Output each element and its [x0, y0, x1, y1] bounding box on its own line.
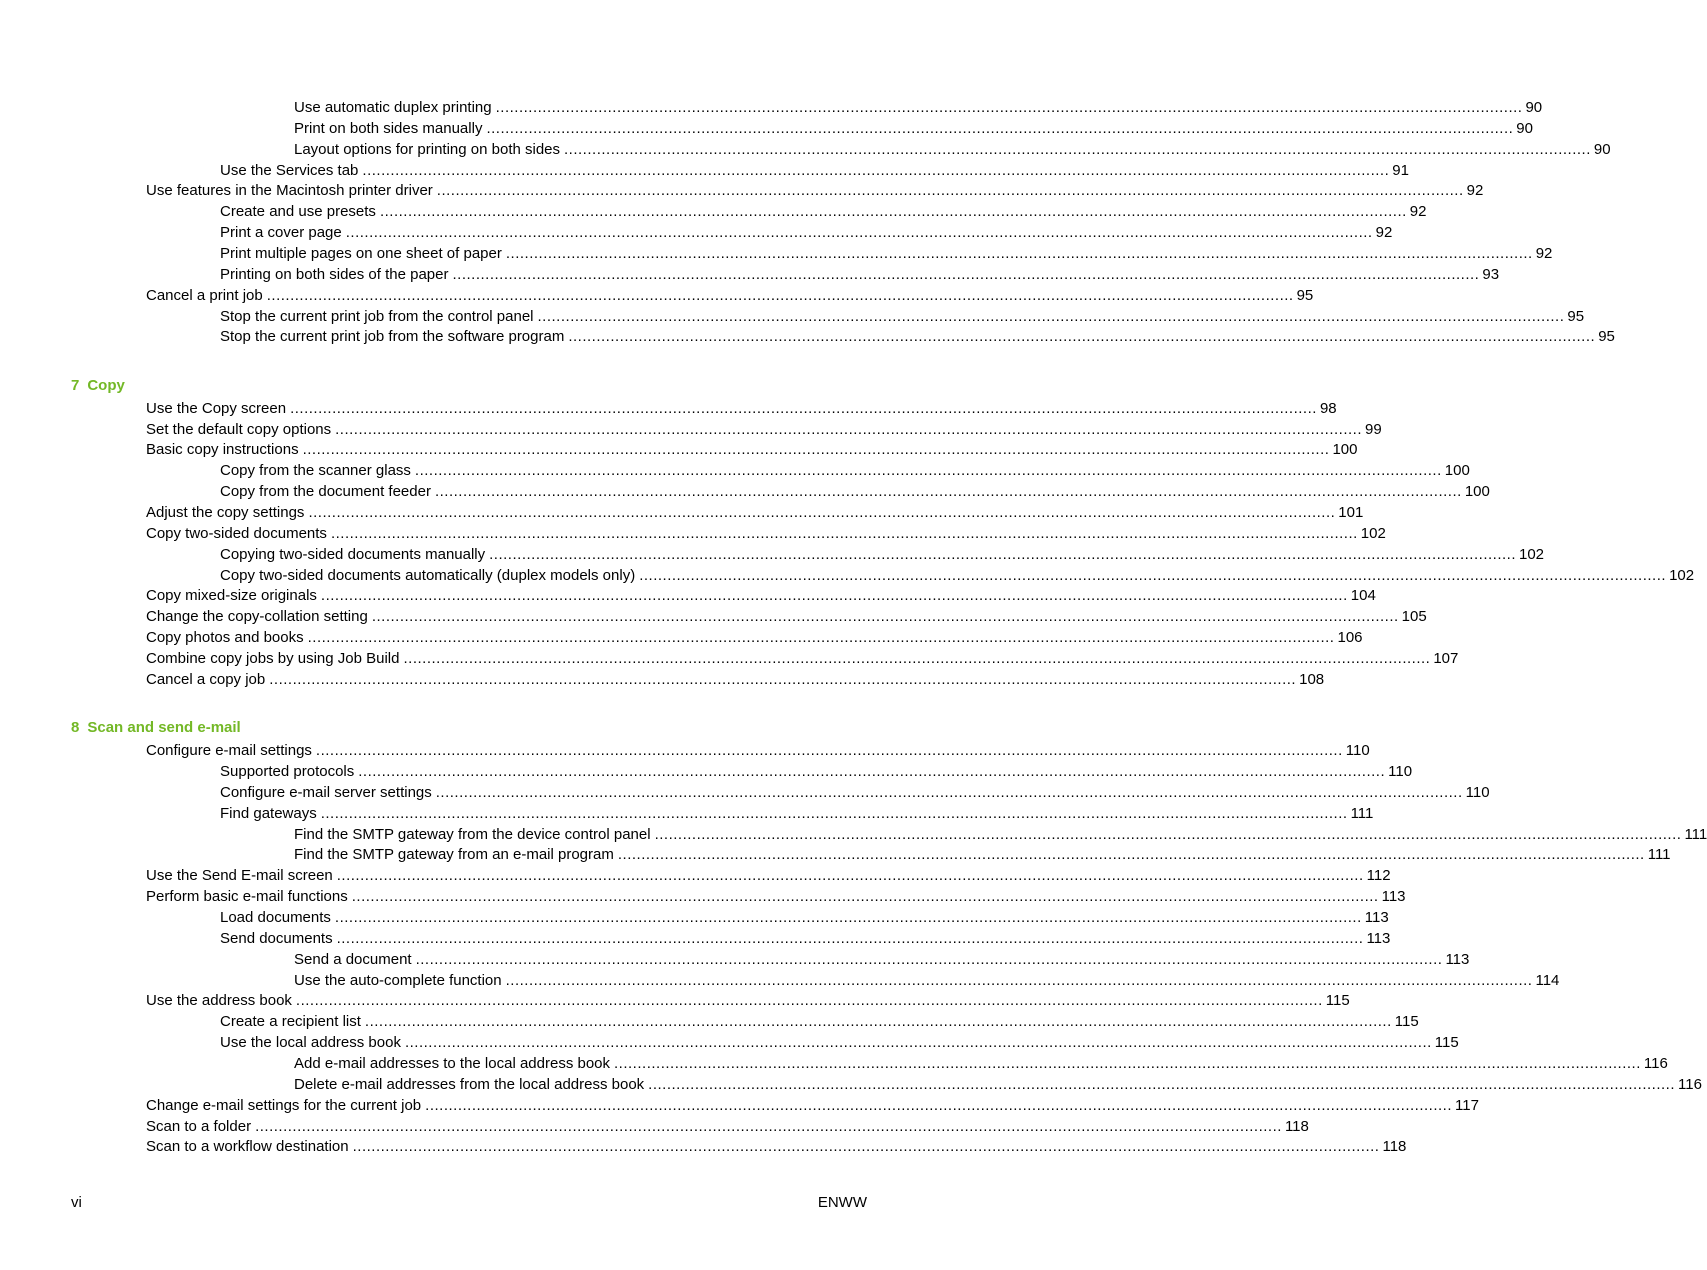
dot-leader: ............................................................................................................................................................................................................................ [415, 950, 1443, 968]
toc-entry[interactable] [146, 585, 1376, 605]
toc-entry-page-number: 107 [1433, 649, 1459, 667]
toc-entry-page-number: 91 [1392, 161, 1409, 179]
chapter-title: Copy [87, 376, 125, 394]
dot-leader: ............................................................................................................................................................................................................................ [302, 441, 1330, 459]
toc-entry-label: Copy photos and books [146, 629, 304, 647]
toc-entry-label: Stop the current print job from the control panel [220, 307, 534, 325]
toc-entry-page-number: 95 [1567, 307, 1585, 325]
toc-entry[interactable] [220, 1011, 1419, 1031]
toc-entry-page-number: 118 [1382, 1138, 1407, 1156]
chapter-heading[interactable] [71, 719, 241, 737]
toc-entry-page-number: 90 [1516, 119, 1533, 137]
chapter-title: Scan and send e-mail [87, 719, 241, 737]
dot-leader: ............................................................................................................................................................................................................................ [537, 307, 1565, 325]
dot-leader: ............................................................................................................................................................................................................................ [505, 971, 1533, 989]
toc-entry[interactable] [146, 439, 1358, 459]
toc-entry-label: Adjust the copy settings [146, 504, 305, 521]
toc-entry[interactable] [146, 398, 1337, 418]
toc-entry-page-number: 113 [1366, 929, 1391, 947]
toc-entry-label: Use the Services tab [220, 161, 359, 179]
toc-entry-page-number: 100 [1444, 462, 1470, 480]
dot-leader: ............................................................................................................................................................................................................................ [351, 888, 1379, 906]
toc-entry-page-number: 92 [1375, 224, 1393, 242]
toc-entry[interactable] [220, 222, 1393, 242]
dot-leader: ............................................................................................................................................................................................................................ [308, 504, 1336, 521]
toc-entry[interactable] [294, 949, 1470, 969]
chapter-number: 8 [71, 719, 80, 737]
toc-entry[interactable] [294, 1074, 1702, 1094]
dot-leader: ............................................................................................................................................................................................................................ [379, 203, 1407, 221]
dot-leader: ............................................................................................................................................................................................................................ [617, 846, 1645, 864]
toc-entry-page-number: 112 [1366, 867, 1391, 885]
dot-leader: ............................................................................................................................................................................................................................ [404, 1034, 1432, 1052]
toc-entry-label: Copying two-sided documents manually [220, 545, 486, 563]
page-number: vi [71, 1194, 82, 1211]
toc-entry-page-number: 102 [1669, 566, 1695, 584]
toc-entry-page-number: 111 [1684, 825, 1707, 843]
toc-entry[interactable] [146, 865, 1391, 885]
chapter-number: 7 [71, 376, 80, 394]
toc-entry-page-number: 118 [1284, 1117, 1309, 1135]
dot-leader: ............................................................................................................................................................................................................................ [269, 670, 1297, 688]
dot-leader: ............................................................................................................................................................................................................................ [425, 1096, 1453, 1114]
toc-entry-label: Use the Send E-mail screen [146, 867, 333, 885]
dot-leader: ............................................................................................................................................................................................................................ [639, 566, 1667, 584]
toc-entry[interactable] [220, 481, 1490, 501]
toc-entry-label: Print multiple pages on one sheet of paper [220, 244, 502, 262]
dot-leader: ............................................................................................................................................................................................................................ [564, 140, 1591, 158]
toc-entry-label: Use the local address book [220, 1034, 401, 1052]
toc-entry[interactable] [294, 844, 1671, 864]
toc-entry[interactable] [220, 243, 1553, 263]
chapter-heading[interactable] [71, 377, 125, 395]
dot-leader: ............................................................................................................................................................................................................................ [505, 244, 1533, 262]
toc-entry[interactable] [146, 502, 1364, 522]
toc-entry-page-number: 92 [1535, 244, 1553, 262]
dot-leader: ............................................................................................................................................................................................................................ [266, 286, 1294, 304]
dot-leader: ............................................................................................................................................................................................................................ [435, 783, 1463, 801]
toc-entry-page-number: 113 [1364, 909, 1389, 926]
toc-entry-page-number: 108 [1299, 670, 1325, 688]
toc-entry-label: Scan to a workflow destination [146, 1138, 349, 1156]
toc-entry-page-number: 102 [1519, 545, 1545, 563]
toc-entry-page-number: 115 [1325, 992, 1350, 1010]
toc-entry-label: Copy two-sided documents automatically (duplex models only) [220, 566, 636, 584]
dot-leader: ............................................................................................................................................................................................................................ [315, 742, 1343, 760]
toc-entry[interactable] [146, 648, 1459, 668]
toc-entry[interactable] [146, 990, 1350, 1010]
toc-entry[interactable] [294, 824, 1707, 844]
toc-entry-page-number: 115 [1394, 1013, 1419, 1031]
toc-entry[interactable] [294, 118, 1533, 138]
dot-leader: ............................................................................................................................................................................................................................ [436, 182, 1464, 200]
dot-leader: ............................................................................................................................................................................................................................ [371, 608, 1399, 626]
toc-entry[interactable] [220, 803, 1374, 823]
toc-entry-label: Delete e-mail addresses from the local address book [294, 1075, 645, 1093]
toc-entry-label: Copy from the document feeder [220, 483, 431, 501]
toc-entry[interactable] [146, 606, 1427, 626]
toc-entry[interactable] [220, 761, 1413, 781]
toc-entry-label: Cancel a print job [146, 286, 263, 304]
toc-entry[interactable] [146, 669, 1325, 689]
toc-entry-label: Add e-mail addresses to the local address book [294, 1054, 611, 1072]
toc-entry[interactable] [220, 326, 1615, 346]
dot-leader: ............................................................................................................................................................................................................................ [648, 1075, 1676, 1093]
toc-entry-label: Find gateways [220, 804, 317, 822]
toc-entry-label: Cancel a copy job [146, 670, 266, 688]
toc-entry-page-number: 111 [1350, 804, 1374, 822]
toc-entry-page-number: 95 [1296, 286, 1314, 304]
toc-entry[interactable] [220, 928, 1391, 948]
dot-leader: ............................................................................................................................................................................................................................ [489, 545, 1516, 563]
toc-entry-page-number: 105 [1401, 608, 1427, 626]
toc-entry-label: Supported protocols [220, 763, 355, 781]
dot-leader: ............................................................................................................................................................................................................................ [334, 909, 1362, 926]
toc-entry[interactable] [146, 285, 1314, 305]
toc-entry-page-number: 90 [1593, 140, 1611, 158]
toc-entry-page-number: 92 [1466, 182, 1484, 200]
dot-leader: ............................................................................................................................................................................................................................ [414, 462, 1442, 480]
dot-leader: ............................................................................................................................................................................................................................ [495, 99, 1523, 116]
toc-entry[interactable] [220, 782, 1490, 802]
toc-entry-label: Set the default copy options [146, 420, 332, 438]
toc-entry-label: Use the Copy screen [146, 399, 287, 417]
toc-entry-label: Layout options for printing on both sides [294, 140, 561, 158]
dot-leader: ............................................................................................................................................................................................................................ [336, 929, 1364, 947]
toc-entry[interactable] [146, 419, 1382, 439]
toc-entry-label: Print on both sides manually [294, 119, 483, 137]
toc-entry[interactable] [220, 1032, 1459, 1052]
toc-entry-page-number: 111 [1647, 846, 1671, 864]
toc-entry[interactable] [146, 886, 1406, 906]
dot-leader: ............................................................................................................................................................................................................................ [614, 1054, 1641, 1072]
toc-entry-page-number: 117 [1455, 1096, 1479, 1114]
dot-leader: ............................................................................................................................................................................................................................ [352, 1138, 1380, 1156]
dot-leader: ............................................................................................................................................................................................................................ [364, 1013, 1392, 1031]
toc-entry[interactable] [294, 1053, 1668, 1073]
toc-entry-page-number: 100 [1464, 483, 1490, 501]
toc-entry-label: Use features in the Macintosh printer driver [146, 182, 433, 200]
toc-entry[interactable] [220, 544, 1545, 564]
toc-entry-page-number: 114 [1535, 971, 1560, 989]
toc-entry-page-number: 106 [1337, 629, 1363, 647]
toc-entry[interactable] [220, 907, 1389, 927]
toc-entry[interactable] [146, 180, 1484, 200]
toc-entry-page-number: 101 [1338, 504, 1364, 521]
toc-entry[interactable] [146, 523, 1386, 543]
toc-entry-label: Find the SMTP gateway from the device control panel [294, 825, 651, 843]
dot-leader: ............................................................................................................................................................................................................................ [403, 649, 1431, 667]
dot-leader: ............................................................................................................................................................................................................................ [320, 587, 1348, 605]
toc-entry-page-number: 110 [1465, 783, 1490, 801]
toc-entry-label: Use the auto-complete function [294, 971, 502, 989]
toc-entry-page-number: 102 [1360, 524, 1386, 542]
toc-entry[interactable] [146, 1095, 1479, 1115]
toc-entry-label: Combine copy jobs by using Job Build [146, 649, 400, 667]
dot-leader: ............................................................................................................................................................................................................................ [568, 328, 1596, 346]
toc-entry-page-number: 113 [1445, 950, 1470, 968]
toc-entry-label: Configure e-mail server settings [220, 783, 432, 801]
toc-entry-label: Create and use presets [220, 203, 376, 221]
toc-entry-label: Printing on both sides of the paper [220, 265, 449, 283]
toc-entry[interactable] [146, 1116, 1309, 1136]
dot-leader: ............................................................................................................................................................................................................................ [362, 161, 1390, 179]
toc-entry-label: Copy from the scanner glass [220, 462, 411, 480]
toc-entry-label: Basic copy instructions [146, 441, 299, 459]
dot-leader: ............................................................................................................................................................................................................................ [486, 119, 1514, 137]
toc-entry[interactable] [294, 97, 1543, 117]
toc-entry-label: Configure e-mail settings [146, 742, 312, 760]
toc-entry-page-number: 115 [1434, 1034, 1459, 1052]
toc-entry[interactable] [146, 627, 1363, 647]
toc-entry-label: Perform basic e-mail functions [146, 888, 348, 906]
toc-entry[interactable] [294, 970, 1560, 990]
toc-entry[interactable] [146, 1136, 1407, 1156]
dot-leader: ............................................................................................................................................................................................................................ [452, 265, 1480, 283]
toc-entry-page-number: 93 [1482, 265, 1500, 283]
toc-entry-page-number: 98 [1319, 399, 1337, 417]
toc-entry-label: Copy mixed-size originals [146, 587, 317, 605]
toc-entry-page-number: 95 [1598, 328, 1615, 346]
toc-entry-label: Create a recipient list [220, 1013, 361, 1031]
dot-leader: ............................................................................................................................................................................................................................ [434, 483, 1462, 501]
toc-entry-page-number: 104 [1350, 587, 1376, 605]
toc-entry[interactable] [220, 565, 1695, 585]
toc-entry-label: Print a cover page [220, 224, 342, 242]
toc-entry-label: Find the SMTP gateway from an e-mail program [294, 846, 614, 864]
toc-entry-page-number: 116 [1643, 1054, 1668, 1072]
toc-entry-page-number: 90 [1525, 99, 1543, 116]
toc-entry-page-number: 113 [1381, 888, 1406, 906]
toc-entry-label: Change the copy-collation setting [146, 608, 368, 626]
toc-entry[interactable] [220, 306, 1585, 326]
toc-entry[interactable] [220, 460, 1470, 480]
toc-entry-page-number: 92 [1409, 203, 1427, 221]
toc-entry-label: Copy two-sided documents [146, 524, 327, 542]
dot-leader: ............................................................................................................................................................................................................................ [654, 825, 1682, 843]
dot-leader: ............................................................................................................................................................................................................................ [295, 992, 1323, 1010]
toc-entry-label: Send documents [220, 929, 333, 947]
toc-entry[interactable] [146, 740, 1370, 760]
toc-entry-label: Scan to a folder [146, 1117, 252, 1135]
toc-entry[interactable] [220, 201, 1427, 221]
toc-entry-label: Use automatic duplex printing [294, 99, 492, 116]
toc-entry[interactable] [220, 264, 1500, 284]
toc-entry-page-number: 99 [1365, 420, 1382, 438]
dot-leader: ............................................................................................................................................................................................................................ [290, 399, 1317, 417]
dot-leader: ............................................................................................................................................................................................................................ [320, 804, 1348, 822]
toc-entry-label: Use the address book [146, 992, 292, 1010]
toc-entry-label: Stop the current print job from the software program [220, 328, 565, 346]
toc-entry[interactable] [220, 160, 1409, 180]
toc-entry-page-number: 116 [1678, 1075, 1702, 1093]
dot-leader: ............................................................................................................................................................................................................................ [345, 224, 1373, 242]
toc-entry-label: Change e-mail settings for the current job [146, 1096, 422, 1114]
dot-leader: ............................................................................................................................................................................................................................ [335, 420, 1362, 438]
dot-leader: ............................................................................................................................................................................................................................ [358, 763, 1386, 781]
toc-entry-label: Send a document [294, 950, 412, 968]
toc-entry-page-number: 100 [1332, 441, 1358, 459]
dot-leader: ............................................................................................................................................................................................................................ [330, 524, 1358, 542]
toc-entry-page-number: 110 [1345, 742, 1370, 760]
toc-entry[interactable] [294, 139, 1611, 159]
dot-leader: ............................................................................................................................................................................................................................ [307, 629, 1335, 647]
footer-label: ENWW [817, 1194, 867, 1211]
toc-entry-label: Load documents [220, 909, 331, 926]
dot-leader: ............................................................................................................................................................................................................................ [255, 1117, 1282, 1135]
toc-entry-page-number: 110 [1388, 763, 1413, 781]
dot-leader: ............................................................................................................................................................................................................................ [336, 867, 1364, 885]
